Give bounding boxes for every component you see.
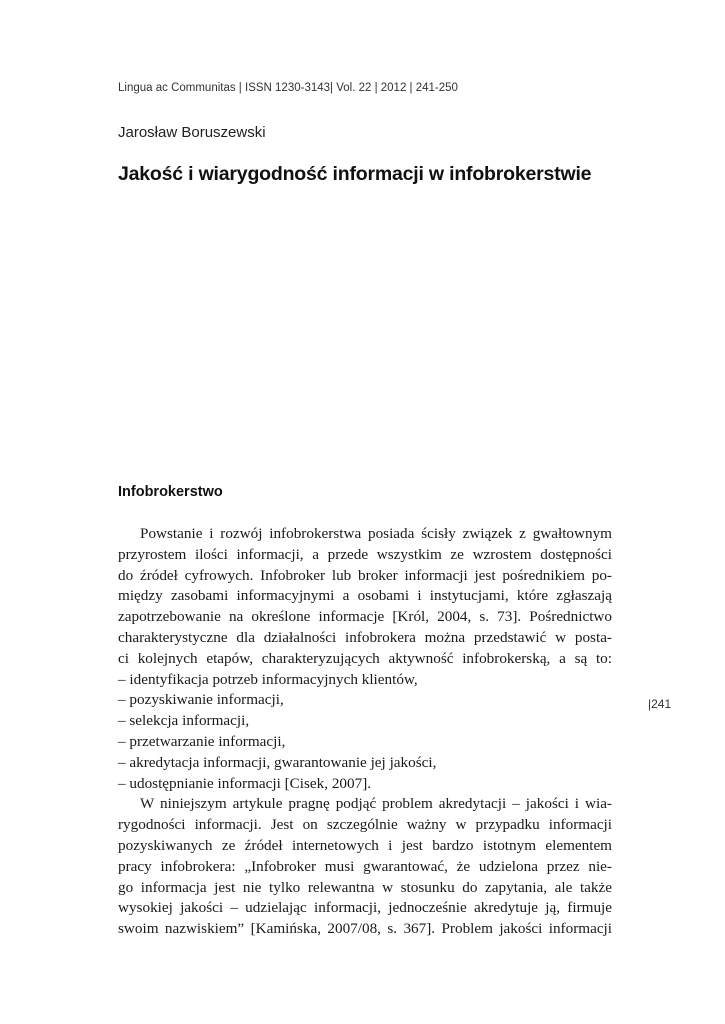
- list-item: – selekcja informacji,: [118, 712, 250, 730]
- author-name: Jarosław Boruszewski: [118, 124, 266, 141]
- text-line: swoim nazwiskiem” [Kamińska, 2007/08, s. 367]. Problem jakości informacji: [118, 920, 612, 938]
- text-line: Powstanie i rozwój infobrokerstwa posiada ścisły związek z gwałtownym: [140, 525, 612, 542]
- text-line: do źródeł cyfrowych. Infobroker lub broker informacji jest pośrednikiem po-: [118, 566, 612, 584]
- text-line: pozyskiwanych ze źródeł internetowych i jest bardzo istotnym elementem: [118, 836, 612, 854]
- text-line: ci kolejnych etapów, charakteryzujących aktywność infobrokerską, a są to:: [118, 649, 612, 667]
- list-item: – udostępnianie informacji [Cisek, 2007].: [118, 774, 372, 792]
- list-item: – akredytacja informacji, gwarantowanie jej jakości,: [118, 753, 437, 771]
- list-item: – identyfikacja potrzeb informacyjnych klientów,: [118, 670, 418, 688]
- list-item: – przetwarzanie informacji,: [118, 732, 286, 750]
- text-line: wysokiej jakości – udzielając informacji, jednocześnie akredytuje ją, firmuje: [118, 899, 612, 917]
- text-line: zapotrzebowanie na określone informacje [Król, 2004, s. 73]. Pośrednictwo: [118, 608, 612, 626]
- text-line: między zasobami informacyjnymi a osobami i instytucjami, które zgłaszają: [118, 587, 612, 605]
- text-line: pracy infobrokera: „Infobroker musi gwarantować, że udzielona przez nie-: [118, 857, 612, 875]
- text-line: go informacja jest nie tylko relewantna w stosunku do zapytania, ale także: [118, 878, 612, 896]
- text-line: W niniejszym artykule pragnę podjąć problem akredytacji – jakości i wia-: [140, 795, 612, 813]
- section-heading: Infobrokerstwo: [118, 484, 223, 500]
- text-line: rygodności informacji. Jest on szczególnie ważny w przypadku informacji: [118, 816, 612, 834]
- page-number: |241: [648, 697, 672, 711]
- journal-header: Lingua ac Communitas | ISSN 1230-3143| Vol. 22 | 2012 | 241-250: [118, 82, 458, 94]
- text-line: charakterystyczne dla działalności infobrokera można przedstawić w posta-: [118, 628, 612, 646]
- body-text: [118, 524, 612, 940]
- list-item: – pozyskiwanie informacji,: [118, 691, 284, 709]
- text-line: przyrostem ilości informacji, a przede wszystkim ze wzrostem dostępności: [118, 545, 612, 563]
- article-title: Jakość i wiarygodność informacji w infobrokerstwie: [118, 163, 592, 185]
